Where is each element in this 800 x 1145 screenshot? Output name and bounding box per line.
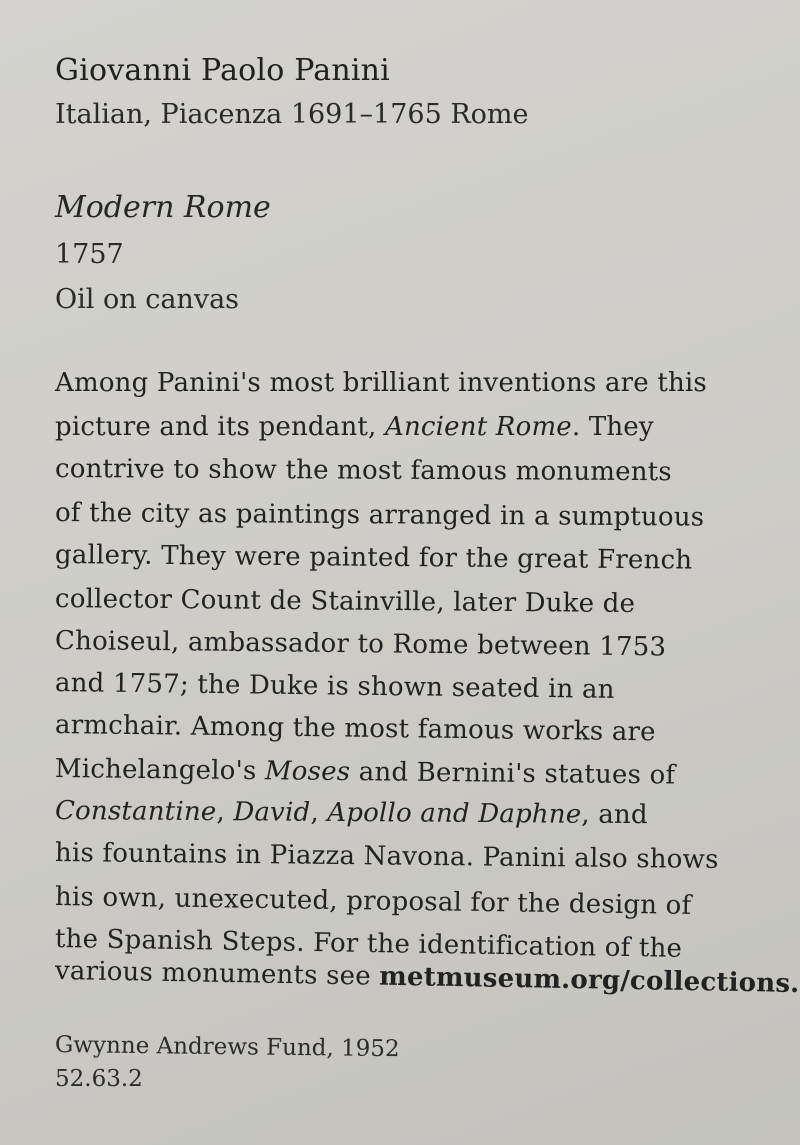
description-line [55,884,692,919]
description-line [54,626,667,663]
description-segment: , [216,797,234,828]
description-segment: and 1757; the Duke is shown seated in an [54,668,615,705]
description-segment: Apollo and Daphne [327,797,582,830]
description-segment: David [233,797,311,828]
description-line [54,796,648,831]
description-line [55,370,707,396]
artwork-title: Modern Rome [55,190,271,225]
description-segment: Among Panini's most brilliant inventions are this [55,368,707,398]
description-line [54,584,636,620]
description-line [55,926,683,962]
description-segment: . They [571,412,654,442]
description-segment: collector Count de Stainville, later Duke de [54,584,636,620]
artist-nationality-dates: Italian, Piacenza 1691–1765 Rome [55,99,529,130]
description-line [55,840,719,873]
accession-number: 52.63.2 [55,1066,143,1092]
artwork-medium: Oil on canvas [55,284,240,315]
description-segment: metmuseum.org/collections. [379,961,800,999]
description-segment: various monuments see [54,956,380,992]
description-line [55,414,654,440]
description-line [55,500,704,531]
description-line [55,542,692,574]
description-segment: his own, unexecuted, proposal for the design of [54,882,692,921]
credit-line: Gwynne Andrews Fund, 1952 [54,1032,400,1063]
description-segment: of the city as paintings arranged in a sumptuous [54,498,705,533]
description-line [54,710,656,748]
description-segment: , [310,797,328,828]
description-segment: Ancient Rome [384,412,572,442]
description-segment: contrive to show the most famous monuments [54,454,672,488]
description-segment: Choiseul, ambassador to Rome between 1753 [54,626,667,663]
description-segment: armchair. Among the most famous works are [54,710,656,748]
description-line [54,754,676,791]
description-segment: gallery. They were painted for the great French [54,540,693,576]
description-segment: his fountains in Piazza Navona. Panini also shows [54,838,719,875]
description-line [55,670,615,703]
description-segment: Michelangelo's [54,754,266,787]
artwork-date: 1757 [55,239,124,270]
description-segment: and Bernini's statues of [350,757,676,791]
description-line [55,958,800,997]
description-segment: , and [581,799,648,831]
description-segment: the Spanish Steps. For the identification of the [54,924,683,964]
artist-name: Giovanni Paolo Panini [55,53,390,88]
description-line [54,454,672,488]
description-segment: Constantine [54,796,217,828]
description-segment: Moses [264,756,351,788]
description-segment: picture and its pendant, [55,412,385,442]
